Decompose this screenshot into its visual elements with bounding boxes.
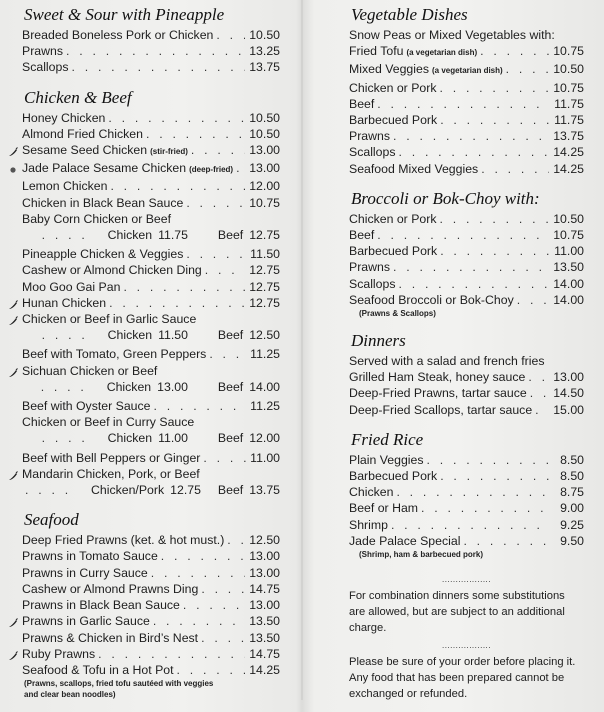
separator: .................. [441, 575, 491, 585]
menu-item [349, 112, 584, 128]
menu-item [349, 292, 584, 308]
menu-right-column [349, 5, 584, 702]
dot-leader [186, 246, 246, 262]
menu-section [22, 5, 280, 76]
menu-item [349, 402, 584, 418]
option-price: 12.75 [170, 483, 201, 498]
item-name: Chicken or Pork [349, 80, 437, 95]
dot-leader [506, 61, 550, 77]
menu-item [349, 80, 584, 96]
option-label: Beef [217, 431, 244, 446]
item-name: Cashew or Almond Prawns Ding [22, 581, 199, 596]
item-name: Hunan Chicken [22, 295, 107, 310]
section-intro: Snow Peas or Mixed Vegetables with: [349, 28, 555, 42]
item-name: Beef with Bell Peppers or Ginger [22, 450, 201, 465]
menu-item [349, 385, 584, 401]
menu-item [22, 27, 280, 43]
dot-leader [421, 500, 550, 516]
menu-item [22, 532, 280, 548]
menu-item [349, 96, 584, 112]
dot-leader [377, 227, 549, 243]
section-title: Fried Rice [351, 429, 424, 449]
section-title: Seafood [24, 510, 79, 530]
item-price: 13.00 [249, 143, 280, 158]
dot-leader [183, 597, 245, 613]
dot-leader [98, 646, 245, 662]
item-price: 11.75 [554, 113, 584, 128]
item-note: (Prawns & Scallops) [359, 309, 436, 319]
option-price: 11.00 [158, 431, 188, 446]
item-price: 13.00 [249, 161, 280, 176]
item-name: Barbecued Pork [349, 113, 438, 128]
menu-item [22, 662, 280, 678]
dot-leader [517, 292, 549, 308]
menu-item [349, 227, 584, 243]
option-price: 12.75 [249, 228, 280, 243]
item-price: 13.50 [249, 614, 280, 629]
dot-leader [393, 259, 549, 275]
item-qualifier: (a vegetarian dish) [431, 66, 503, 76]
menu-item [349, 259, 584, 275]
item-price: 14.50 [553, 386, 584, 401]
menu-item [22, 450, 280, 466]
option-label: Chicken/Pork [91, 483, 165, 498]
item-price: 10.50 [249, 110, 280, 125]
item-price: 8.50 [560, 452, 584, 467]
dot-leader [528, 369, 549, 385]
menu-item [22, 262, 280, 278]
menu-item [349, 128, 584, 144]
dot-leader [439, 80, 549, 96]
dot-leader [201, 581, 245, 597]
item-name: Ruby Prawns [22, 646, 96, 661]
dot-leader [391, 517, 550, 533]
item-price: 14.25 [249, 662, 280, 677]
item-qualifier: (deep-fried) [189, 165, 234, 175]
item-price: 13.50 [553, 260, 584, 275]
item-name: Chicken or Pork [349, 211, 437, 226]
section-intro: Served with a salad and french fries [349, 354, 545, 369]
dot-leader [146, 126, 245, 142]
option-price: 11.50 [158, 328, 188, 343]
item-price: 11.75 [554, 96, 584, 111]
chili-pepper-icon [8, 145, 18, 155]
item-options [22, 327, 280, 343]
menu-item [349, 161, 584, 177]
menu-item [349, 61, 584, 79]
item-price: 12.50 [249, 533, 280, 548]
item-name: Fried Tofu [349, 44, 404, 59]
dot-leader [25, 482, 77, 498]
dot-leader [463, 533, 550, 549]
dot-leader [110, 178, 245, 194]
menu-section [22, 510, 280, 700]
menu-section [349, 5, 584, 177]
option-label: Beef [217, 228, 244, 243]
item-price: 9.00 [560, 501, 584, 516]
menu-item [349, 533, 584, 549]
item-name: Prawns [349, 260, 391, 275]
chili-pepper-icon [8, 298, 18, 308]
dot-leader [439, 211, 549, 227]
dot-leader [398, 276, 549, 292]
menu-item [349, 144, 584, 160]
menu-item [22, 630, 280, 646]
dot-leader [42, 227, 94, 243]
dot-leader [440, 243, 550, 259]
item-name: Pineapple Chicken & Veggies [22, 247, 184, 262]
menu-item [22, 246, 280, 262]
item-price: 8.75 [560, 485, 584, 500]
item-name: Seafood & Tofu in a Hot Pot [22, 662, 174, 677]
option-label: Beef [217, 379, 244, 394]
item-name: Beef [349, 96, 375, 111]
item-name: Mixed Veggies [349, 62, 429, 77]
item-price: 14.25 [553, 161, 584, 176]
item-name: Barbecued Pork [349, 244, 438, 259]
dot-leader [151, 565, 245, 581]
item-options [22, 482, 280, 498]
dot-leader [236, 160, 245, 176]
section-title: Broccoli or Bok-Choy with: [351, 188, 540, 208]
dot-leader [205, 262, 245, 278]
item-name: Baby Corn Chicken or Beef [22, 211, 172, 226]
item-name: Deep-Fried Prawns, tartar sauce [349, 386, 527, 401]
dot-leader [396, 484, 550, 500]
menu-item [349, 43, 584, 61]
item-name: Jade Palace Sesame Chicken [22, 161, 187, 176]
item-name: Almond Fried Chicken [22, 126, 143, 141]
option-price: 14.00 [249, 379, 280, 394]
item-price: 10.50 [249, 28, 280, 42]
option-label: Beef [217, 328, 244, 343]
dot-leader [216, 27, 245, 43]
menu-item [22, 613, 280, 629]
item-price: 14.00 [553, 292, 584, 307]
combination-note: For combination dinners some substitutions are allowed, but are subject to an additional charge. [349, 590, 565, 635]
item-qualifier: (a vegetarian dish) [406, 48, 478, 58]
dot-leader [161, 548, 245, 564]
item-options [22, 379, 280, 395]
dot-leader [71, 59, 245, 75]
dot-leader [42, 430, 94, 446]
item-name: Plain Veggies [349, 452, 424, 467]
item-price: 10.75 [553, 228, 584, 243]
chili-pepper-icon [8, 649, 18, 659]
menu-item [349, 243, 584, 259]
dot-leader [440, 112, 550, 128]
item-price: 14.00 [553, 276, 584, 291]
item-price: 10.50 [249, 126, 280, 141]
chili-pepper-icon [8, 469, 18, 479]
option-label: Chicken [107, 228, 153, 243]
menu-item [349, 500, 584, 516]
menu-item [22, 295, 280, 311]
item-price: 13.00 [553, 370, 584, 385]
item-name: Prawns in Curry Sauce [22, 565, 148, 580]
menu-item [22, 279, 280, 295]
menu-item [22, 126, 280, 142]
dot-leader [398, 144, 549, 160]
item-price: 13.25 [249, 44, 280, 59]
item-name: Seafood Broccoli or Bok-Choy [349, 292, 514, 307]
menu-item [22, 398, 280, 414]
item-name: Barbecued Pork [349, 469, 438, 484]
menu-item [349, 452, 584, 468]
option-price: 11.75 [158, 228, 188, 243]
menu-item [22, 548, 280, 564]
dot-leader [108, 110, 245, 126]
menu-item [22, 160, 280, 178]
dot-leader [227, 532, 245, 548]
menu-item [22, 195, 280, 211]
item-name: Chicken [349, 485, 394, 500]
dot-leader [41, 379, 93, 395]
dot-leader [535, 402, 549, 418]
item-price: 13.75 [553, 129, 584, 144]
item-name: Moo Goo Gai Pan [22, 279, 121, 294]
menu-item [349, 468, 584, 484]
item-price: 11.50 [250, 247, 280, 262]
item-name: Shrimp [349, 517, 388, 532]
item-name: Prawns & Chicken in Bird’s Nest [22, 630, 199, 645]
item-price: 12.75 [249, 295, 280, 310]
dot-leader [377, 96, 550, 112]
menu-item [22, 43, 280, 59]
order-note: Please be sure of your order before placing it. Any food that has been prepared cannot be exchanged or refunded. [349, 656, 576, 701]
item-name: Sichuan Chicken or Beef [22, 363, 158, 378]
dot-leader [123, 279, 245, 295]
option-label: Beef [217, 483, 244, 498]
item-price: 14.75 [249, 646, 280, 661]
menu-section [349, 430, 584, 560]
section-title: Vegetable Dishes [351, 5, 468, 24]
dot-leader [201, 630, 245, 646]
item-name: Chicken in Black Bean Sauce [22, 195, 184, 210]
item-price: 13.75 [249, 60, 280, 75]
item-price: 10.50 [553, 62, 584, 77]
menu-left-column [22, 5, 280, 712]
item-name: Seafood Mixed Veggies [349, 161, 479, 176]
item-name: Deep-Fried Scallops, tartar sauce [349, 402, 533, 417]
item-qualifier: (stir-fried) [150, 147, 188, 157]
item-name: Scallops [349, 145, 396, 160]
option-price: 12.00 [249, 431, 280, 446]
menu-item [22, 565, 280, 581]
option-price: 13.00 [157, 379, 188, 394]
item-name: Mandarin Chicken, Pork, or Beef [22, 466, 200, 481]
item-name: Beef or Ham [349, 501, 419, 516]
option-price: 12.50 [249, 328, 280, 343]
item-price: 9.25 [560, 517, 584, 532]
item-options [22, 430, 280, 446]
item-name: Breaded Boneless Pork or Chicken [22, 28, 214, 42]
item-name: Sesame Seed Chicken [22, 143, 148, 158]
item-price: 10.75 [249, 195, 280, 210]
item-options [22, 227, 280, 243]
menu-item [349, 484, 584, 500]
item-price: 13.50 [249, 630, 280, 645]
dot-leader [109, 295, 245, 311]
menu-section [349, 189, 584, 319]
menu-item [22, 646, 280, 662]
menu-section [349, 331, 584, 418]
item-price: 10.75 [553, 44, 584, 59]
item-name: Scallops [22, 60, 69, 75]
item-name: Jade Palace Special [349, 533, 461, 548]
item-price: 11.25 [250, 399, 280, 414]
item-price: 13.00 [249, 565, 280, 580]
menu-item [22, 142, 280, 160]
item-price: 12.00 [249, 179, 280, 194]
item-name: Prawns [22, 44, 64, 59]
item-name: Scallops [349, 276, 396, 291]
menu-item [22, 311, 280, 327]
item-name: Honey Chicken [22, 110, 106, 125]
item-price: 13.00 [249, 549, 280, 564]
section-title: Chicken & Beef [24, 87, 132, 107]
chili-pepper-icon [8, 616, 18, 626]
menu-footer [349, 574, 584, 702]
item-name: Beef [349, 228, 375, 243]
section-title: Dinners [351, 331, 406, 351]
item-price: 11.25 [250, 347, 280, 362]
menu-item [22, 346, 280, 362]
item-price: 11.00 [250, 450, 280, 465]
item-name: Grilled Ham Steak, honey sauce [349, 370, 526, 385]
option-label: Chicken [107, 431, 153, 446]
menu-item [22, 59, 280, 75]
dot-leader [186, 195, 245, 211]
dot-leader [393, 128, 549, 144]
item-name: Prawns in Tomato Sauce [22, 549, 158, 564]
item-price: 11.00 [554, 244, 584, 259]
dot-leader [154, 398, 247, 414]
page-fold [301, 0, 303, 700]
item-price: 10.50 [553, 211, 584, 226]
dot-leader [203, 450, 246, 466]
item-price: 13.00 [249, 598, 280, 613]
item-name: Beef with Oyster Sauce [22, 399, 151, 414]
menu-item [22, 581, 280, 597]
option-label: Chicken [107, 328, 153, 343]
item-note: (Shrimp, ham & barbecued pork) [359, 550, 484, 560]
item-name: Chicken or Beef in Garlic Sauce [22, 312, 197, 327]
dot-leader [481, 161, 549, 177]
item-name: Beef with Tomato, Green Peppers [22, 347, 207, 362]
dot-leader [153, 613, 245, 629]
menu-item [349, 517, 584, 533]
item-name: Chicken or Beef in Curry Sauce [22, 415, 195, 430]
menu-item [22, 414, 280, 430]
dot-leader [191, 142, 245, 158]
item-price: 12.75 [249, 263, 280, 278]
item-name: Prawns in Black Bean Sauce [22, 598, 180, 613]
dot-leader [209, 346, 246, 362]
item-price: 15.00 [553, 402, 584, 417]
menu-item [349, 211, 584, 227]
item-name: Prawns [349, 129, 391, 144]
item-price: 10.75 [553, 80, 584, 95]
item-price: 12.75 [249, 279, 280, 294]
chili-pepper-icon [8, 314, 18, 324]
item-name: Prawns in Garlic Sauce [22, 614, 150, 629]
item-price: 14.25 [553, 145, 584, 160]
menu-item [22, 110, 280, 126]
item-name: Lemon Chicken [22, 179, 108, 194]
item-price: 14.75 [249, 581, 280, 596]
menu-item [349, 369, 584, 385]
menu-item [22, 597, 280, 613]
item-price: 8.50 [560, 469, 584, 484]
item-price: 9.50 [560, 533, 584, 548]
item-name: Deep Fried Prawns (ket. & hot must.) [22, 533, 225, 548]
section-title: Sweet & Sour with Pineapple [24, 5, 225, 24]
chili-pepper-icon [8, 366, 18, 376]
bullet-icon [8, 163, 18, 173]
dot-leader [530, 385, 550, 401]
option-price: 13.75 [249, 483, 280, 498]
dot-leader [440, 468, 550, 484]
menu-item [22, 363, 280, 379]
menu-item [22, 178, 280, 194]
menu-item [22, 211, 280, 227]
dot-leader [42, 327, 94, 343]
item-note: (Prawns, scallops, fried tofu sautéed with veggies and clear bean noodles) [24, 679, 214, 700]
dot-leader [480, 43, 549, 59]
menu-item [22, 466, 280, 482]
menu-section [22, 88, 280, 499]
option-label: Chicken [106, 379, 152, 394]
dot-leader [427, 452, 550, 468]
dot-leader [66, 43, 245, 59]
dot-leader [177, 662, 246, 678]
separator: .................. [441, 641, 491, 651]
item-name: Cashew or Almond Chicken Ding [22, 263, 202, 278]
menu-item [349, 276, 584, 292]
